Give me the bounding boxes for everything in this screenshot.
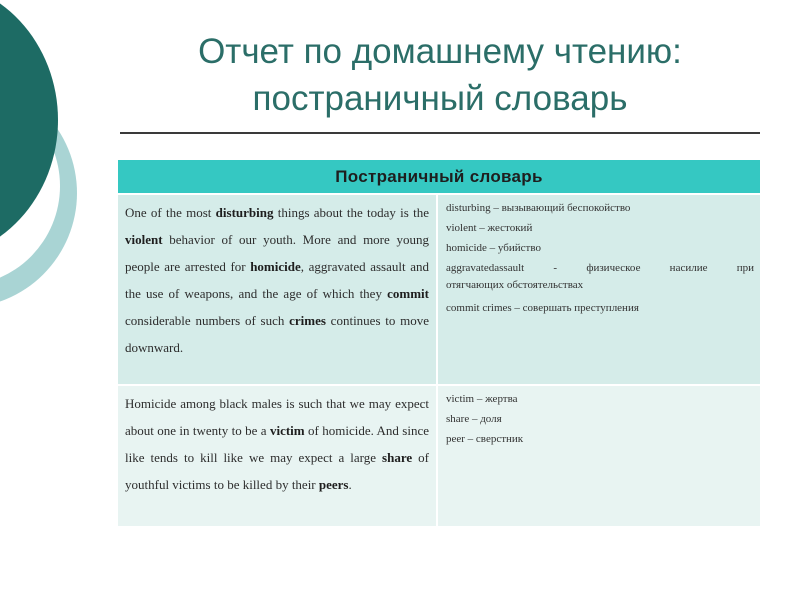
vocab-entry: disturbing – вызывающий беспокойство: [446, 202, 631, 214]
text-segment: behavior of our youth. More and more young people are arrested for: [125, 232, 429, 274]
title-line-2: постраничный словарь: [252, 79, 628, 118]
highlighted-word: disturbing: [215, 205, 274, 220]
table-row: [118, 384, 760, 526]
text-segment: continues to move downward.: [125, 313, 429, 355]
slide-title: [120, 28, 760, 122]
vocab-entry: commit crimes – совершать преступления: [446, 302, 639, 314]
text-segment: One of the most: [125, 205, 216, 220]
vocab-entry: victim – жертва: [446, 393, 518, 405]
title-divider: [120, 132, 760, 134]
text-segment: Homicide among black males is such that we may expect about one in twenty to be a: [125, 396, 429, 438]
highlighted-word: peers: [318, 477, 349, 492]
table-header: Постраничный словарь: [118, 160, 760, 193]
vocab-entry-continuation: отягчающих обстоятельствах: [446, 279, 584, 291]
text-segment: things about the today is the: [273, 205, 429, 220]
text-segment: of youthful victims to be killed by their: [125, 450, 429, 492]
text-segment: , aggravated assault and the use of weapons, and the age of which they: [125, 259, 429, 301]
highlighted-word: victim: [269, 423, 305, 438]
vocab-entry: homicide – убийство: [446, 242, 541, 254]
highlighted-word: share: [382, 450, 413, 465]
highlighted-word: crimes: [289, 313, 326, 328]
highlighted-word: violent: [125, 232, 163, 247]
highlighted-word: commit: [387, 286, 429, 301]
text-cell: [118, 195, 436, 384]
title-line-1: Отчет по домашнему чтению:: [198, 32, 682, 71]
vocab-cell: [436, 195, 760, 384]
vocab-entry: aggravatedassault - физическое насилие при: [446, 262, 754, 274]
vocab-entry: share – доля: [446, 413, 502, 425]
vocabulary-table: [118, 160, 760, 526]
table-row: [118, 193, 760, 384]
text-cell: [118, 386, 436, 526]
text-segment: considerable numbers of such: [125, 313, 290, 328]
vocab-entry: peer – сверстник: [446, 433, 524, 445]
vocab-cell: [436, 386, 760, 526]
highlighted-word: homicide: [250, 259, 301, 274]
vocab-entry: violent – жестокий: [446, 222, 533, 234]
text-segment: .: [348, 477, 352, 492]
text-segment: of homicide. And since like tends to kill like we may expect a large: [125, 423, 429, 465]
